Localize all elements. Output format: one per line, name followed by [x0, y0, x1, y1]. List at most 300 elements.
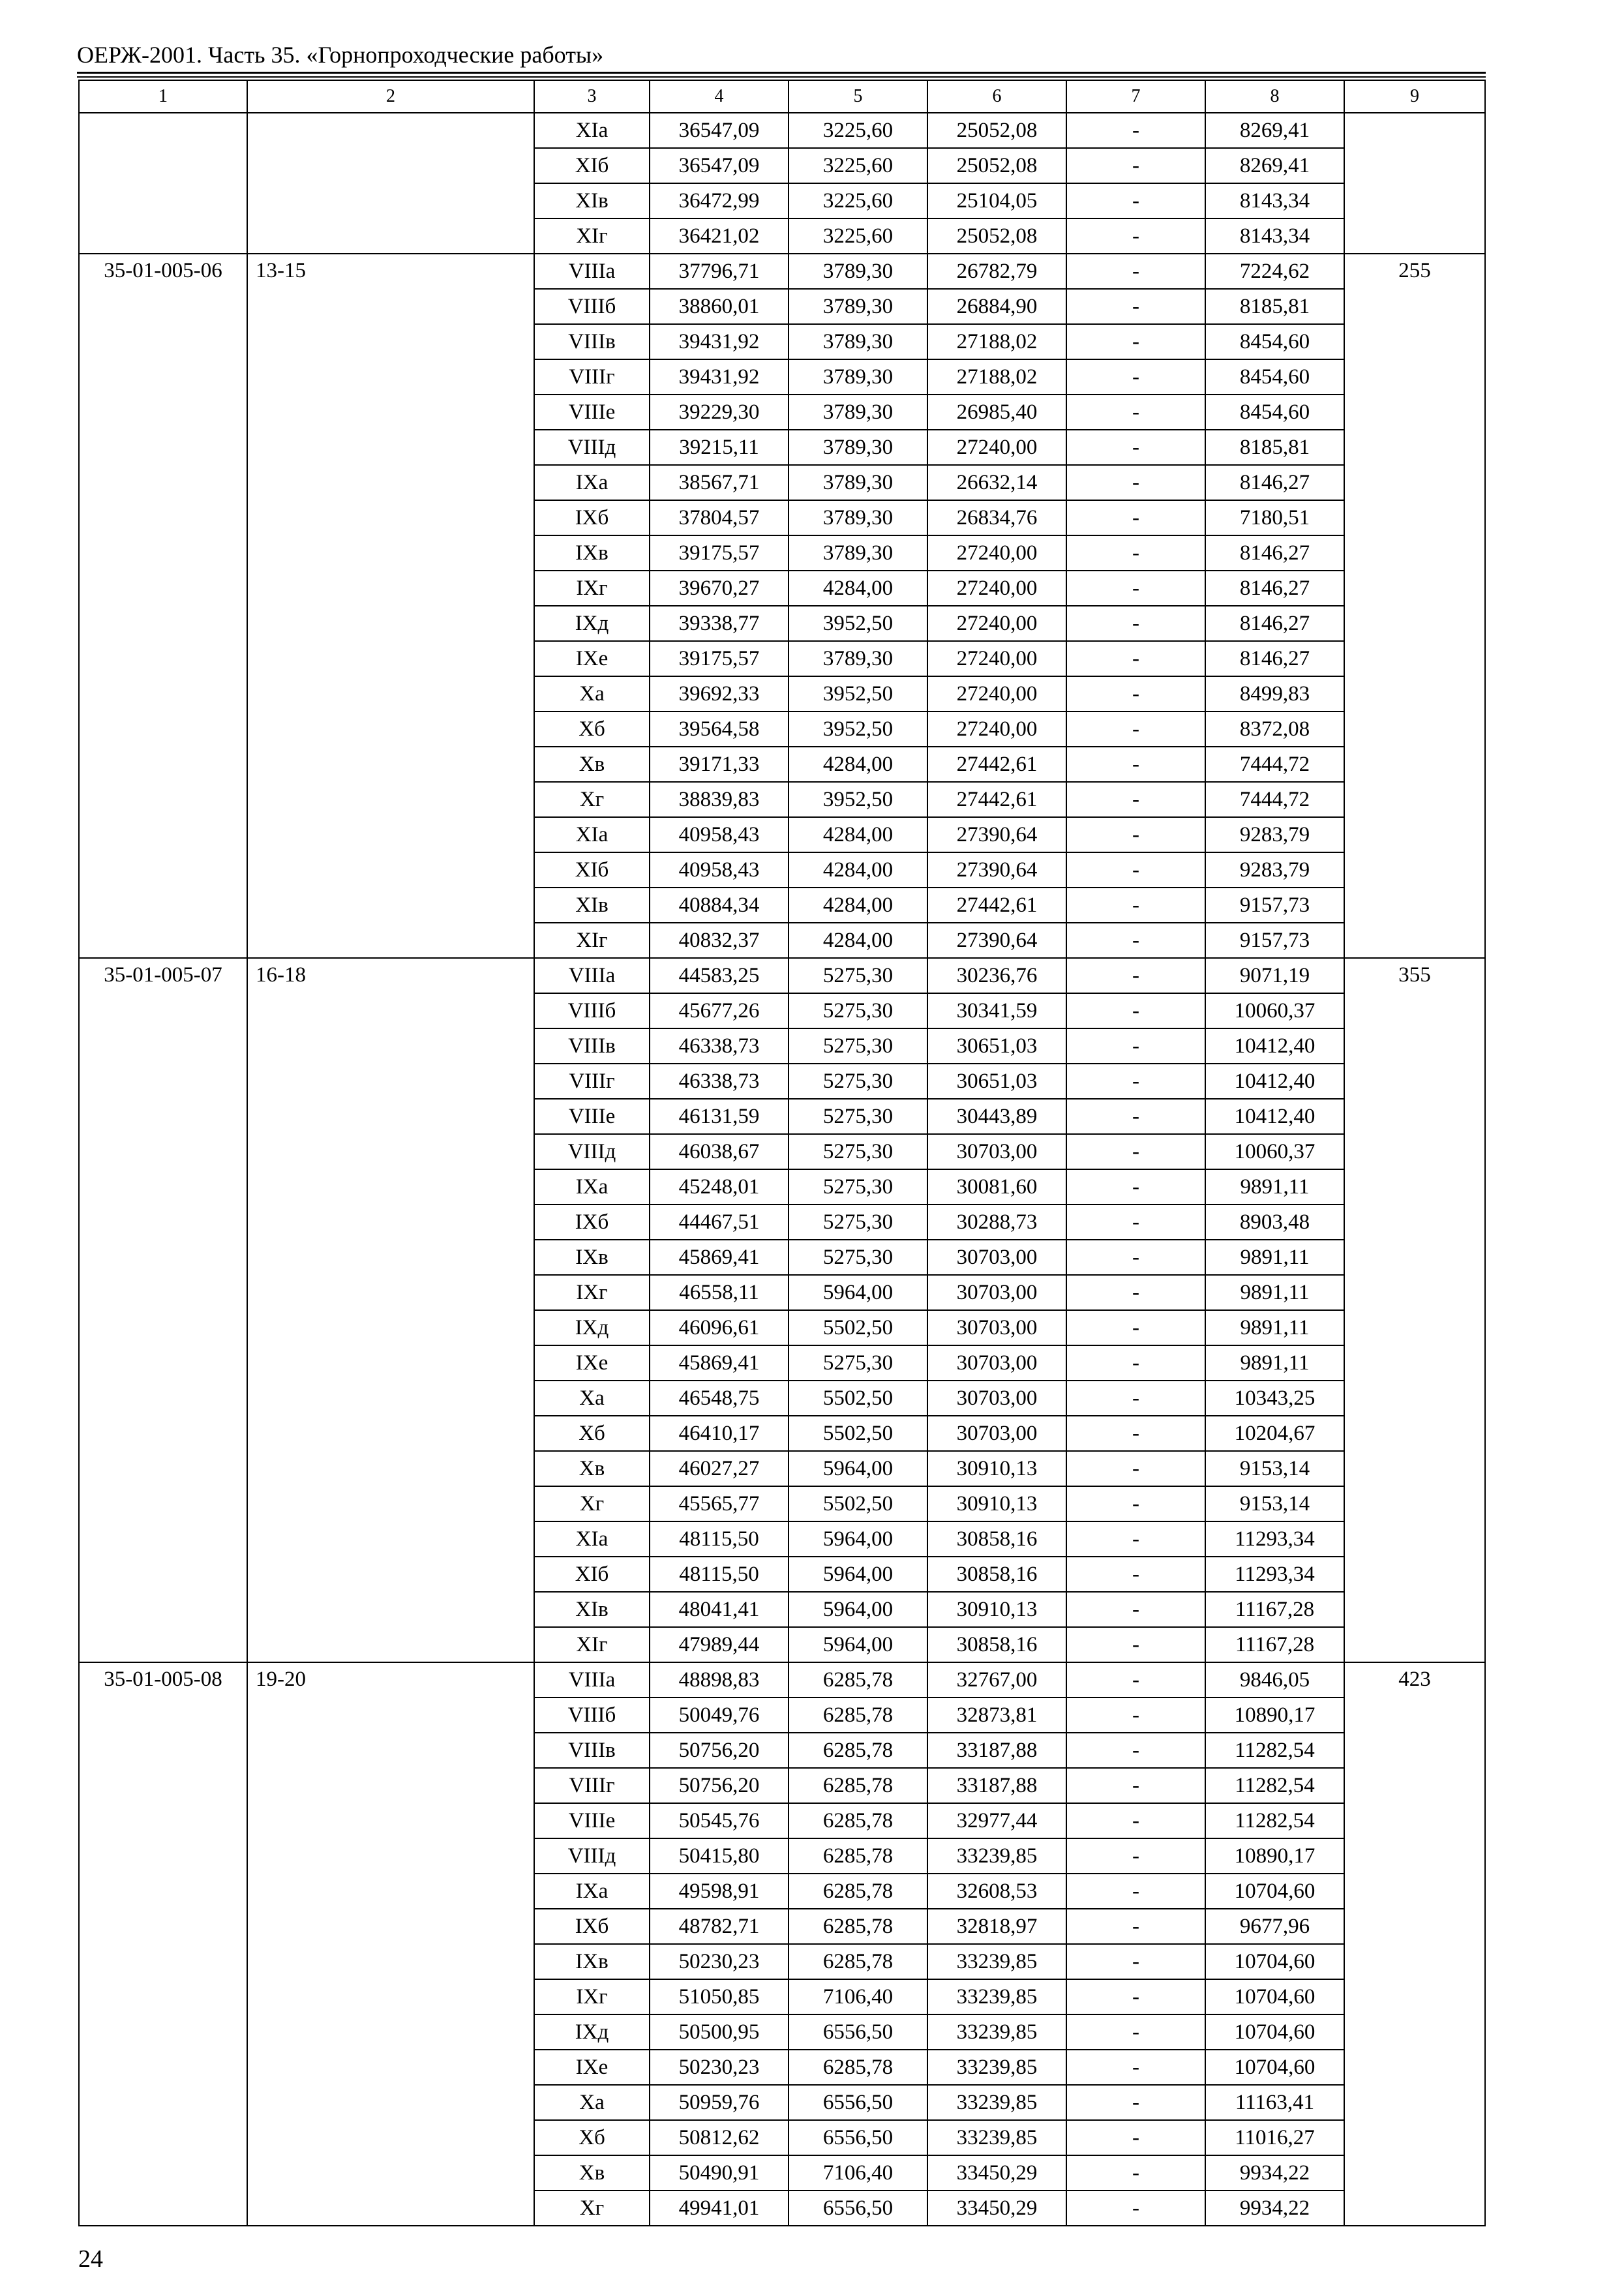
- value-col-4: 50230,23: [650, 2050, 789, 2085]
- value-col-5: 7106,40: [789, 1979, 927, 2014]
- value-col-8: 10204,67: [1205, 1416, 1344, 1451]
- value-col-7: -: [1066, 571, 1205, 606]
- value-col-5: 4284,00: [789, 852, 927, 888]
- column-number: 9: [1344, 80, 1485, 113]
- value-col-6: 27442,61: [927, 888, 1066, 923]
- value-col-7: -: [1066, 1662, 1205, 1698]
- labor-value: 355: [1344, 958, 1485, 1662]
- value-col-6: 30288,73: [927, 1204, 1066, 1240]
- rate-code: 35-01-005-07: [79, 958, 247, 1662]
- value-col-5: 7106,40: [789, 2155, 927, 2191]
- value-col-8: 8146,27: [1205, 606, 1344, 641]
- value-col-8: 10060,37: [1205, 993, 1344, 1028]
- value-col-5: 3952,50: [789, 711, 927, 747]
- value-col-7: -: [1066, 1169, 1205, 1204]
- value-col-8: 8146,27: [1205, 535, 1344, 571]
- value-col-4: 39431,92: [650, 324, 789, 359]
- value-col-7: -: [1066, 1909, 1205, 1944]
- value-col-5: 3225,60: [789, 218, 927, 254]
- value-col-5: 5502,50: [789, 1381, 927, 1416]
- category-cell: IXд: [534, 606, 650, 641]
- value-col-7: -: [1066, 1733, 1205, 1768]
- value-col-5: 5275,30: [789, 1204, 927, 1240]
- value-col-8: 8269,41: [1205, 148, 1344, 183]
- value-col-7: -: [1066, 1134, 1205, 1169]
- value-col-4: 39338,77: [650, 606, 789, 641]
- column-number: 7: [1066, 80, 1205, 113]
- value-col-7: -: [1066, 852, 1205, 888]
- value-col-6: 27442,61: [927, 747, 1066, 782]
- value-col-7: -: [1066, 2155, 1205, 2191]
- page-header: ОЕРЖ-2001. Часть 35. «Горнопроходческие работы»: [77, 42, 604, 68]
- value-col-5: 6285,78: [789, 1698, 927, 1733]
- value-col-7: -: [1066, 1944, 1205, 1979]
- value-col-8: 10704,60: [1205, 1944, 1344, 1979]
- table-row: [79, 1662, 1485, 1698]
- value-col-8: 7444,72: [1205, 782, 1344, 817]
- value-col-4: 40832,37: [650, 923, 789, 958]
- value-col-8: 10412,40: [1205, 1099, 1344, 1134]
- value-col-5: 5275,30: [789, 958, 927, 993]
- value-col-7: -: [1066, 1275, 1205, 1310]
- value-col-6: 33239,85: [927, 1838, 1066, 1874]
- category-cell: IXв: [534, 1240, 650, 1275]
- value-col-6: 30703,00: [927, 1310, 1066, 1345]
- value-col-4: 45677,26: [650, 993, 789, 1028]
- category-cell: IXб: [534, 1204, 650, 1240]
- value-col-7: -: [1066, 2014, 1205, 2050]
- value-col-8: 9157,73: [1205, 923, 1344, 958]
- value-col-5: 5275,30: [789, 1064, 927, 1099]
- value-col-7: -: [1066, 1698, 1205, 1733]
- value-col-7: -: [1066, 1099, 1205, 1134]
- value-col-4: 44467,51: [650, 1204, 789, 1240]
- value-col-4: 46131,59: [650, 1099, 789, 1134]
- value-col-4: 36547,09: [650, 113, 789, 148]
- category-cell: VIIIд: [534, 1134, 650, 1169]
- value-col-8: 11293,34: [1205, 1521, 1344, 1557]
- labor-value: [1344, 113, 1485, 254]
- value-col-5: 3952,50: [789, 676, 927, 711]
- value-col-6: 27240,00: [927, 641, 1066, 676]
- value-col-4: 48782,71: [650, 1909, 789, 1944]
- value-col-5: 4284,00: [789, 923, 927, 958]
- value-col-4: 46548,75: [650, 1381, 789, 1416]
- value-col-6: 27390,64: [927, 923, 1066, 958]
- value-col-5: 5964,00: [789, 1275, 927, 1310]
- value-col-8: 10412,40: [1205, 1028, 1344, 1064]
- category-cell: VIIIд: [534, 1838, 650, 1874]
- value-col-7: -: [1066, 1240, 1205, 1275]
- value-col-6: 27442,61: [927, 782, 1066, 817]
- value-col-5: 5275,30: [789, 1134, 927, 1169]
- value-col-5: 5964,00: [789, 1557, 927, 1592]
- labor-value: 255: [1344, 254, 1485, 958]
- value-col-7: -: [1066, 218, 1205, 254]
- value-col-7: -: [1066, 782, 1205, 817]
- group-range: 16-18: [247, 958, 534, 1662]
- value-col-4: 46338,73: [650, 1064, 789, 1099]
- value-col-8: 11293,34: [1205, 1557, 1344, 1592]
- value-col-7: -: [1066, 2191, 1205, 2226]
- value-col-5: 6285,78: [789, 1662, 927, 1698]
- value-col-7: -: [1066, 500, 1205, 535]
- value-col-8: 8146,27: [1205, 465, 1344, 500]
- category-cell: VIIIе: [534, 1803, 650, 1838]
- value-col-5: 3225,60: [789, 113, 927, 148]
- value-col-6: 27240,00: [927, 606, 1066, 641]
- value-col-6: 33187,88: [927, 1768, 1066, 1803]
- value-col-8: 9891,11: [1205, 1345, 1344, 1381]
- category-cell: XIв: [534, 183, 650, 218]
- value-col-4: 39692,33: [650, 676, 789, 711]
- value-col-6: 30910,13: [927, 1486, 1066, 1521]
- value-col-7: -: [1066, 1381, 1205, 1416]
- category-cell: IXа: [534, 465, 650, 500]
- value-col-6: 27240,00: [927, 676, 1066, 711]
- value-col-7: -: [1066, 2085, 1205, 2120]
- value-col-5: 6285,78: [789, 1733, 927, 1768]
- value-col-4: 45248,01: [650, 1169, 789, 1204]
- value-col-5: 3789,30: [789, 289, 927, 324]
- table-row: [79, 958, 1485, 993]
- table-row: [79, 254, 1485, 289]
- value-col-6: 26782,79: [927, 254, 1066, 289]
- value-col-5: 5502,50: [789, 1310, 927, 1345]
- value-col-4: 50959,76: [650, 2085, 789, 2120]
- value-col-7: -: [1066, 1803, 1205, 1838]
- value-col-8: 10704,60: [1205, 2050, 1344, 2085]
- value-col-6: 30858,16: [927, 1557, 1066, 1592]
- value-col-7: -: [1066, 1416, 1205, 1451]
- value-col-7: -: [1066, 958, 1205, 993]
- value-col-4: 51050,85: [650, 1979, 789, 2014]
- category-cell: VIIIв: [534, 1028, 650, 1064]
- category-cell: VIIIг: [534, 1064, 650, 1099]
- value-col-8: 8146,27: [1205, 571, 1344, 606]
- value-col-4: 39175,57: [650, 641, 789, 676]
- value-col-8: 11167,28: [1205, 1627, 1344, 1662]
- category-cell: XIг: [534, 1627, 650, 1662]
- column-number: 3: [534, 80, 650, 113]
- category-cell: IXд: [534, 2014, 650, 2050]
- value-col-6: 27188,02: [927, 359, 1066, 395]
- value-col-6: 33239,85: [927, 2050, 1066, 2085]
- value-col-8: 8454,60: [1205, 324, 1344, 359]
- value-col-8: 9846,05: [1205, 1662, 1344, 1698]
- value-col-4: 49598,91: [650, 1874, 789, 1909]
- value-col-4: 46027,27: [650, 1451, 789, 1486]
- value-col-8: 9153,14: [1205, 1486, 1344, 1521]
- category-cell: XIб: [534, 852, 650, 888]
- value-col-4: 39431,92: [650, 359, 789, 395]
- value-col-5: 3225,60: [789, 183, 927, 218]
- group-range: 19-20: [247, 1662, 534, 2226]
- value-col-4: 50500,95: [650, 2014, 789, 2050]
- value-col-7: -: [1066, 465, 1205, 500]
- value-col-5: 3952,50: [789, 606, 927, 641]
- value-col-8: 8185,81: [1205, 289, 1344, 324]
- value-col-5: 5275,30: [789, 993, 927, 1028]
- value-col-6: 27390,64: [927, 817, 1066, 852]
- value-col-8: 10704,60: [1205, 2014, 1344, 2050]
- value-col-7: -: [1066, 430, 1205, 465]
- value-col-6: 30703,00: [927, 1275, 1066, 1310]
- value-col-4: 38839,83: [650, 782, 789, 817]
- value-col-6: 30703,00: [927, 1416, 1066, 1451]
- category-cell: IXа: [534, 1874, 650, 1909]
- value-col-6: 33239,85: [927, 2120, 1066, 2155]
- rates-table: [78, 80, 1486, 2226]
- category-cell: IXб: [534, 500, 650, 535]
- value-col-6: 25052,08: [927, 218, 1066, 254]
- value-col-5: 3789,30: [789, 500, 927, 535]
- value-col-6: 32873,81: [927, 1698, 1066, 1733]
- value-col-5: 5964,00: [789, 1451, 927, 1486]
- value-col-7: -: [1066, 606, 1205, 641]
- value-col-4: 40958,43: [650, 817, 789, 852]
- category-cell: XIб: [534, 148, 650, 183]
- value-col-7: -: [1066, 2120, 1205, 2155]
- category-cell: VIIIб: [534, 1698, 650, 1733]
- category-cell: Xг: [534, 2191, 650, 2226]
- value-col-8: 9283,79: [1205, 817, 1344, 852]
- value-col-4: 38860,01: [650, 289, 789, 324]
- category-cell: VIIIв: [534, 1733, 650, 1768]
- category-cell: VIIIе: [534, 1099, 650, 1134]
- value-col-6: 26985,40: [927, 395, 1066, 430]
- value-col-5: 6285,78: [789, 1838, 927, 1874]
- value-col-4: 36547,09: [650, 148, 789, 183]
- category-cell: VIIIб: [534, 993, 650, 1028]
- value-col-6: 27240,00: [927, 430, 1066, 465]
- value-col-4: 46558,11: [650, 1275, 789, 1310]
- value-col-5: 3789,30: [789, 641, 927, 676]
- value-col-7: -: [1066, 1310, 1205, 1345]
- value-col-7: -: [1066, 183, 1205, 218]
- value-col-6: 33239,85: [927, 1944, 1066, 1979]
- value-col-6: 25052,08: [927, 148, 1066, 183]
- value-col-5: 5502,50: [789, 1416, 927, 1451]
- page-number: 24: [78, 2245, 103, 2273]
- value-col-4: 36472,99: [650, 183, 789, 218]
- value-col-4: 50756,20: [650, 1733, 789, 1768]
- value-col-8: 10060,37: [1205, 1134, 1344, 1169]
- column-number: 6: [927, 80, 1066, 113]
- value-col-5: 3789,30: [789, 395, 927, 430]
- value-col-4: 44583,25: [650, 958, 789, 993]
- value-col-8: 8143,34: [1205, 183, 1344, 218]
- value-col-4: 50545,76: [650, 1803, 789, 1838]
- value-col-8: 10890,17: [1205, 1698, 1344, 1733]
- value-col-8: 8372,08: [1205, 711, 1344, 747]
- value-col-6: 30651,03: [927, 1028, 1066, 1064]
- header-rule: [77, 72, 1486, 78]
- value-col-7: -: [1066, 641, 1205, 676]
- value-col-6: 33239,85: [927, 1979, 1066, 2014]
- value-col-8: 11016,27: [1205, 2120, 1344, 2155]
- value-col-6: 33450,29: [927, 2155, 1066, 2191]
- value-col-7: -: [1066, 1345, 1205, 1381]
- value-col-5: 6285,78: [789, 1768, 927, 1803]
- value-col-8: 9891,11: [1205, 1240, 1344, 1275]
- value-col-6: 30910,13: [927, 1592, 1066, 1627]
- rate-code: [79, 113, 247, 254]
- value-col-8: 7444,72: [1205, 747, 1344, 782]
- value-col-6: 30703,00: [927, 1381, 1066, 1416]
- value-col-5: 3789,30: [789, 465, 927, 500]
- value-col-7: -: [1066, 923, 1205, 958]
- category-cell: Xа: [534, 1381, 650, 1416]
- category-cell: IXг: [534, 571, 650, 606]
- value-col-6: 30858,16: [927, 1627, 1066, 1662]
- value-col-8: 7224,62: [1205, 254, 1344, 289]
- value-col-5: 5275,30: [789, 1240, 927, 1275]
- value-col-5: 6556,50: [789, 2014, 927, 2050]
- value-col-7: -: [1066, 1768, 1205, 1803]
- value-col-6: 30236,76: [927, 958, 1066, 993]
- category-cell: XIа: [534, 1521, 650, 1557]
- value-col-8: 10343,25: [1205, 1381, 1344, 1416]
- value-col-5: 6556,50: [789, 2191, 927, 2226]
- value-col-8: 11282,54: [1205, 1768, 1344, 1803]
- value-col-8: 8454,60: [1205, 359, 1344, 395]
- value-col-5: 5964,00: [789, 1627, 927, 1662]
- value-col-6: 33187,88: [927, 1733, 1066, 1768]
- category-cell: VIIIе: [534, 395, 650, 430]
- value-col-6: 30703,00: [927, 1345, 1066, 1381]
- value-col-8: 9891,11: [1205, 1310, 1344, 1345]
- value-col-7: -: [1066, 711, 1205, 747]
- value-col-5: 3789,30: [789, 254, 927, 289]
- value-col-4: 50812,62: [650, 2120, 789, 2155]
- value-col-4: 46038,67: [650, 1134, 789, 1169]
- value-col-4: 37804,57: [650, 500, 789, 535]
- value-col-5: 4284,00: [789, 888, 927, 923]
- value-col-5: 5275,30: [789, 1028, 927, 1064]
- category-cell: IXг: [534, 1979, 650, 2014]
- value-col-7: -: [1066, 1627, 1205, 1662]
- value-col-8: 8185,81: [1205, 430, 1344, 465]
- value-col-4: 48898,83: [650, 1662, 789, 1698]
- value-col-6: 33239,85: [927, 2085, 1066, 2120]
- category-cell: Xб: [534, 1416, 650, 1451]
- table-body: [79, 80, 1485, 2226]
- category-cell: VIIIа: [534, 254, 650, 289]
- category-cell: IXв: [534, 535, 650, 571]
- column-number: 2: [247, 80, 534, 113]
- value-col-6: 26884,90: [927, 289, 1066, 324]
- value-col-8: 9934,22: [1205, 2155, 1344, 2191]
- value-col-4: 36421,02: [650, 218, 789, 254]
- value-col-8: 8903,48: [1205, 1204, 1344, 1240]
- value-col-4: 46410,17: [650, 1416, 789, 1451]
- value-col-6: 33239,85: [927, 2014, 1066, 2050]
- category-cell: VIIIд: [534, 430, 650, 465]
- value-col-5: 5275,30: [789, 1099, 927, 1134]
- category-cell: XIа: [534, 817, 650, 852]
- category-cell: Xа: [534, 676, 650, 711]
- value-col-4: 48115,50: [650, 1557, 789, 1592]
- value-col-4: 46338,73: [650, 1028, 789, 1064]
- value-col-5: 5502,50: [789, 1486, 927, 1521]
- value-col-5: 3789,30: [789, 359, 927, 395]
- value-col-8: 10890,17: [1205, 1838, 1344, 1874]
- value-col-8: 8454,60: [1205, 395, 1344, 430]
- category-cell: Xг: [534, 782, 650, 817]
- value-col-6: 30651,03: [927, 1064, 1066, 1099]
- value-col-8: 8146,27: [1205, 641, 1344, 676]
- value-col-7: -: [1066, 1557, 1205, 1592]
- value-col-8: 9153,14: [1205, 1451, 1344, 1486]
- category-cell: Xа: [534, 2085, 650, 2120]
- value-col-6: 30341,59: [927, 993, 1066, 1028]
- value-col-7: -: [1066, 395, 1205, 430]
- value-col-4: 37796,71: [650, 254, 789, 289]
- rate-code: 35-01-005-08: [79, 1662, 247, 2226]
- value-col-5: 6285,78: [789, 1874, 927, 1909]
- value-col-7: -: [1066, 535, 1205, 571]
- rate-code: 35-01-005-06: [79, 254, 247, 958]
- value-col-7: -: [1066, 1204, 1205, 1240]
- value-col-6: 26834,76: [927, 500, 1066, 535]
- value-col-5: 5964,00: [789, 1521, 927, 1557]
- value-col-6: 27240,00: [927, 711, 1066, 747]
- category-cell: VIIIг: [534, 359, 650, 395]
- value-col-6: 27188,02: [927, 324, 1066, 359]
- value-col-7: -: [1066, 1838, 1205, 1874]
- value-col-8: 10704,60: [1205, 1874, 1344, 1909]
- value-col-5: 3789,30: [789, 324, 927, 359]
- value-col-4: 50049,76: [650, 1698, 789, 1733]
- value-col-5: 3789,30: [789, 430, 927, 465]
- value-col-4: 46096,61: [650, 1310, 789, 1345]
- value-col-7: -: [1066, 113, 1205, 148]
- value-col-5: 6285,78: [789, 1909, 927, 1944]
- value-col-4: 38567,71: [650, 465, 789, 500]
- category-cell: Xв: [534, 1451, 650, 1486]
- value-col-7: -: [1066, 993, 1205, 1028]
- value-col-6: 26632,14: [927, 465, 1066, 500]
- value-col-8: 9677,96: [1205, 1909, 1344, 1944]
- value-col-4: 39564,58: [650, 711, 789, 747]
- value-col-8: 11163,41: [1205, 2085, 1344, 2120]
- value-col-7: -: [1066, 1486, 1205, 1521]
- category-cell: VIIIа: [534, 1662, 650, 1698]
- value-col-4: 45869,41: [650, 1345, 789, 1381]
- value-col-6: 30910,13: [927, 1451, 1066, 1486]
- value-col-4: 39171,33: [650, 747, 789, 782]
- value-col-5: 3789,30: [789, 535, 927, 571]
- value-col-8: 11282,54: [1205, 1733, 1344, 1768]
- category-cell: IXб: [534, 1909, 650, 1944]
- value-col-4: 45869,41: [650, 1240, 789, 1275]
- value-col-6: 30703,00: [927, 1240, 1066, 1275]
- group-range: 13-15: [247, 254, 534, 958]
- category-cell: Xв: [534, 747, 650, 782]
- value-col-7: -: [1066, 324, 1205, 359]
- value-col-8: 9891,11: [1205, 1169, 1344, 1204]
- category-cell: XIг: [534, 923, 650, 958]
- category-cell: Xв: [534, 2155, 650, 2191]
- value-col-4: 39670,27: [650, 571, 789, 606]
- value-col-4: 48041,41: [650, 1592, 789, 1627]
- category-cell: IXа: [534, 1169, 650, 1204]
- value-col-5: 6556,50: [789, 2085, 927, 2120]
- category-cell: IXг: [534, 1275, 650, 1310]
- value-col-8: 9891,11: [1205, 1275, 1344, 1310]
- value-col-4: 40958,43: [650, 852, 789, 888]
